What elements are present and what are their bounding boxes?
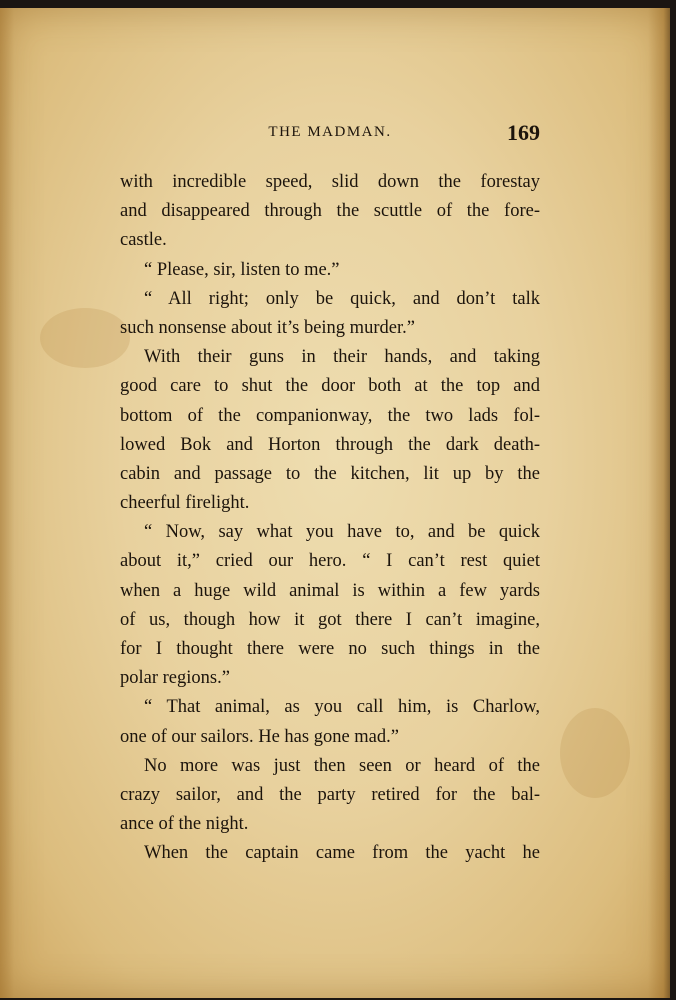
- page-header: [120, 120, 540, 150]
- text-line: such nonsense about it’s being murder.”: [120, 317, 415, 338]
- text-line: No more was just then seen or heard of the: [144, 755, 540, 776]
- text-line: cheerful firelight.: [120, 493, 250, 514]
- text-line: crazy sailor, and the party retired for the bal-: [120, 784, 540, 805]
- body-text: [120, 168, 540, 869]
- text-line: With their guns in their hands, and taking: [144, 347, 540, 368]
- page-number: 169: [507, 120, 540, 145]
- text-line: castle.: [120, 230, 167, 251]
- text-line: about it,” cried our hero. “ I can’t rest quiet: [120, 551, 540, 572]
- text-line: When the captain came from the yacht he: [144, 843, 540, 864]
- text-line: “ Please, sir, listen to me.”: [144, 259, 340, 280]
- paper-stain: [560, 708, 630, 798]
- text-line: bottom of the companionway, the two lads fol-: [120, 405, 540, 426]
- book-page: [0, 8, 670, 998]
- text-line: of us, though how it got there I can’t imagine,: [120, 609, 540, 630]
- paper-stain: [40, 308, 130, 368]
- text-line: one of our sailors. He has gone mad.”: [120, 726, 399, 747]
- text-line: “ That animal, as you call him, is Charlow,: [144, 697, 540, 718]
- text-line: ance of the night.: [120, 814, 249, 835]
- page-edge-left: [0, 8, 14, 998]
- text-line: and disappeared through the scuttle of the fore-: [120, 201, 540, 222]
- text-line: “ All right; only be quick, and don’t talk: [144, 288, 540, 309]
- page-edge-right: [648, 8, 670, 998]
- text-line: polar regions.”: [120, 668, 230, 689]
- text-line: lowed Bok and Horton through the dark death-: [120, 434, 540, 455]
- text-line: with incredible speed, slid down the forestay: [120, 172, 540, 192]
- text-line: “ Now, say what you have to, and be quick: [144, 522, 540, 543]
- text-line: when a huge wild animal is within a few yards: [120, 580, 540, 601]
- text-line: cabin and passage to the kitchen, lit up by the: [120, 463, 540, 484]
- running-head: THE MADMAN.: [268, 124, 392, 140]
- text-line: good care to shut the door both at the top and: [120, 376, 540, 397]
- text-line: for I thought there were no such things in the: [120, 639, 540, 659]
